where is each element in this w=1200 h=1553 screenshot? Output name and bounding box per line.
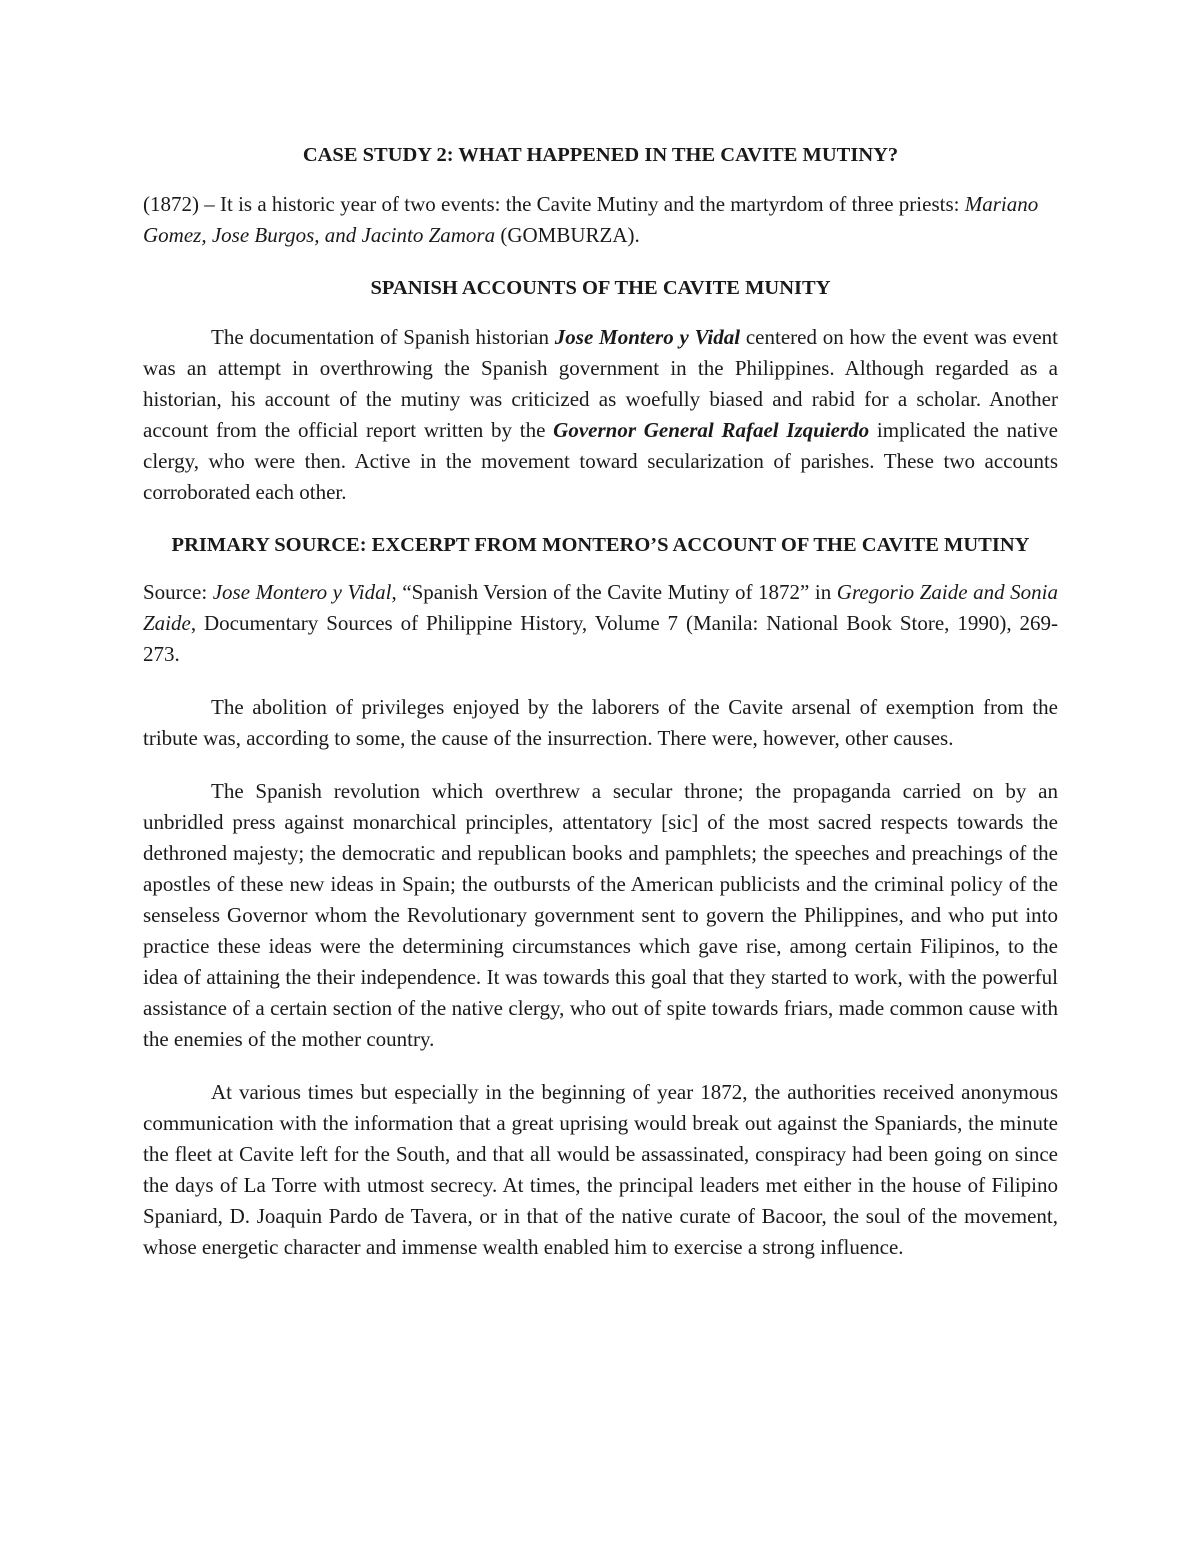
document-page	[143, 140, 1058, 1285]
historian-name: Jose Montero y Vidal	[554, 325, 741, 349]
section-heading-primary-source: PRIMARY SOURCE: EXCERPT FROM MONTERO’S ACCOUNT OF THE CAVITE MUTINY	[171, 534, 1030, 556]
intro-tail: (GOMBURZA).	[495, 223, 640, 247]
page-title: CASE STUDY 2: WHAT HAPPENED IN THE CAVITE MUTINY?	[302, 144, 899, 166]
intro-priest-names: Mariano Gomez, Jose Burgos, and Jacinto Zamora	[143, 192, 1039, 247]
source-author: Jose Montero y Vidal	[212, 580, 392, 604]
spanish-accounts-text-c: implicated the native clergy, who were then. Active in the movement toward secularization of parishes. These two accounts corroborated each other.	[143, 418, 1058, 504]
intro-paragraph	[143, 189, 1058, 251]
governor-name: Governor General Rafael Izquierdo	[553, 418, 870, 442]
intro-lead: (1872) – It is a historic year of two events: the Cavite Mutiny and the martyrdom of three priests:	[143, 192, 965, 216]
spanish-accounts-paragraph	[143, 322, 1058, 508]
spanish-accounts-text-b: centered on how the event was event was an attempt in overthrowing the Spanish government in the Philippines. Although regarded as a historian, his account of the mutiny was criticized as woefully biased and rabid for a scholar. Another account from the official report written by the	[143, 325, 1058, 442]
source-label: Source:	[143, 580, 213, 604]
excerpt-paragraph-1: The abolition of privileges enjoyed by the laborers of the Cavite arsenal of exemption from the tribute was, according to some, the cause of the insurrection. There were, however, other causes.	[143, 695, 1058, 750]
excerpt-paragraph-2: The Spanish revolution which overthrew a secular throne; the propaganda carried on by an unbridled press against monarchical principles, attentatory [sic] of the most sacred respects towards the dethroned majesty; the democratic and republican books and pamphlets; the speeches and preachings of the apostles of these new ideas in Spain; the outbursts of the American publicists and the criminal policy of the senseless Governor whom the Revolutionary government sent to govern the Philippines, and who put into practice these ideas were the determining circumstances which gave rise, among certain Filipinos, to the idea of attaining the their independence. It was towards this goal that they started to work, with the powerful assistance of a certain section of the native clergy, who out of spite towards friars, made common cause with the enemies of the mother country.	[143, 779, 1058, 1051]
excerpt-paragraph-3: At various times but especially in the beginning of year 1872, the authorities received anonymous communication with the information that a great uprising would break out against the Spaniards, the minute the fleet at Cavite left for the South, and that all would be assassinated, conspiracy had been going on since the days of La Torre with utmost secrecy. At times, the principal leaders met either in the house of Filipino Spaniard, D. Joaquin Pardo de Tavera, or in that of the native curate of Bacoor, the soul of the movement, whose energetic character and immense wealth enabled him to exercise a strong influence.	[143, 1080, 1058, 1259]
source-title: , “Spanish Version of the Cavite Mutiny of 1872” in	[391, 580, 837, 604]
source-citation	[143, 577, 1058, 670]
source-editors: Gregorio Zaide and Sonia Zaide	[143, 580, 1058, 635]
section-heading-spanish-accounts: SPANISH ACCOUNTS OF THE CAVITE MUNITY	[370, 277, 831, 299]
spanish-accounts-text-a: The documentation of Spanish historian	[211, 325, 555, 349]
source-tail: , Documentary Sources of Philippine History, Volume 7 (Manila: National Book Store, 1990), 269-273.	[143, 611, 1058, 666]
